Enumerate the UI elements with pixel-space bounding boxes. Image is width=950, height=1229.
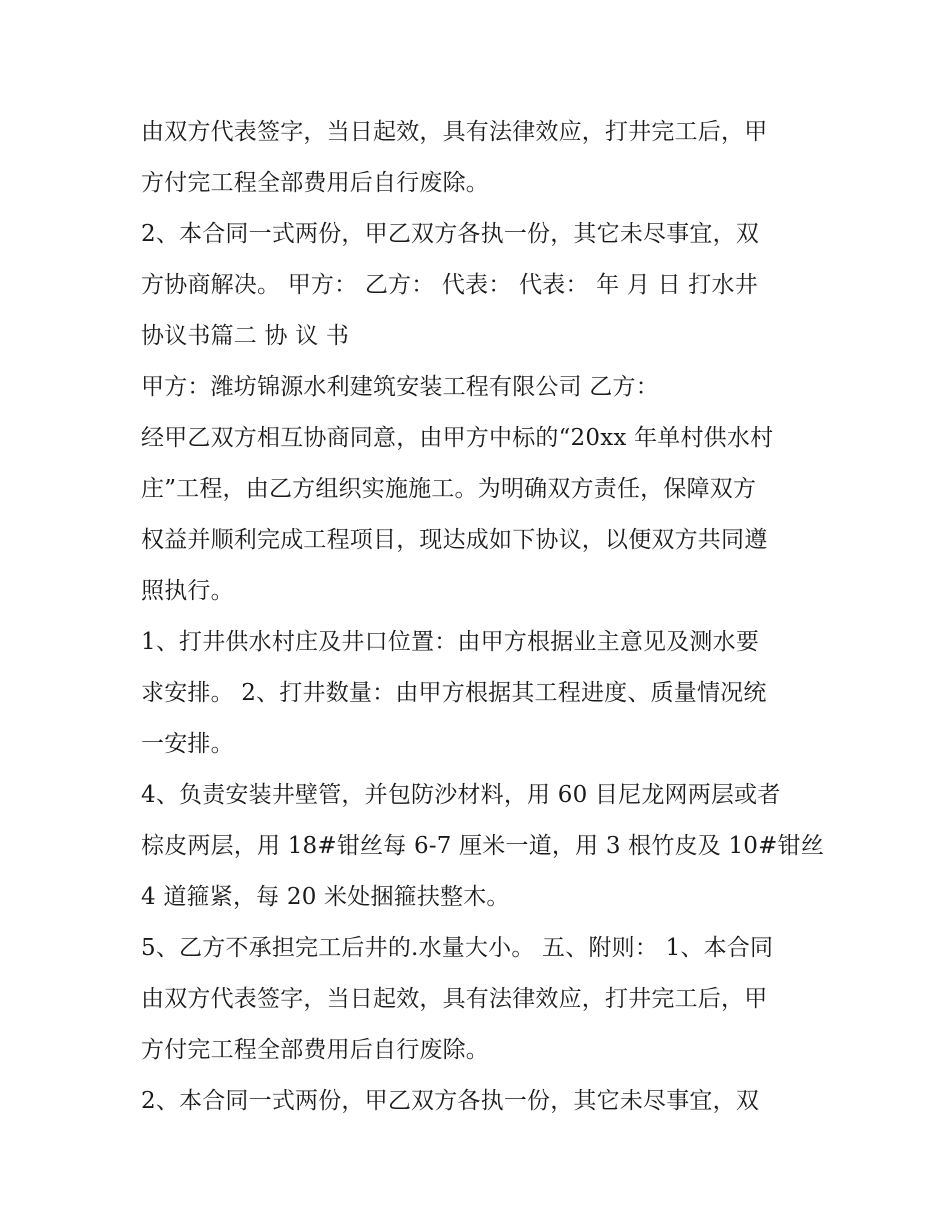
text-line: 2、本合同一式两份，甲乙双方各执一份，其它未尽事宜，双 [141, 1088, 760, 1114]
text-line: 庄”工程，由乙方组织实施施工。为明确双方责任，保障双方 [141, 476, 757, 502]
text-line: 5、乙方不承担完工后井的.水量大小。 五、附则： 1、本合同 [141, 935, 774, 961]
text-line: 经甲乙双方相互协商同意，由甲方中标的“20xx 年单村供水村 [141, 425, 774, 451]
text-line: 求安排。 2、打井数量：由甲方根据其工程进度、质量情况统 [141, 680, 767, 706]
text-line: 1、打井供水村庄及井口位置：由甲方根据业主意见及测水要 [141, 629, 760, 655]
text-line: 方付完工程全部费用后自行废除。 [141, 1037, 489, 1063]
text-line: 一安排。 [141, 731, 234, 757]
text-line: 方协商解决。 甲方： 乙方： 代表： 代表： 年 月 日 打水井 [141, 272, 758, 298]
text-line: 照执行。 [141, 578, 234, 604]
text-line: 权益并顺利完成工程项目，现达成如下协议，以便双方共同遵 [141, 527, 768, 553]
text-line: 由双方代表签字，当日起效，具有法律效应，打井完工后，甲 [141, 119, 768, 145]
text-line: 4 道箍紧，每 20 米处捆箍扶整木。 [141, 884, 510, 910]
text-line: 2、本合同一式两份，甲乙双方各执一份，其它未尽事宜，双 [141, 221, 760, 247]
document-body [141, 107, 825, 1127]
section-title-line: 协议书篇二 协 议 书 [141, 323, 350, 349]
text-line: 4、负责安装井壁管，并包防沙材料，用 60 目尼龙网两层或者 [141, 782, 781, 808]
text-line: 甲方：潍坊锦源水利建筑安装工程有限公司 乙方： [141, 374, 659, 400]
text-line: 方付完工程全部费用后自行废除。 [141, 170, 489, 196]
text-line: 由双方代表签字，当日起效，具有法律效应，打井完工后，甲 [141, 986, 768, 1012]
text-line: 棕皮两层，用 18#钳丝每 6-7 厘米一道，用 3 根竹皮及 10#钳丝 [141, 833, 825, 859]
